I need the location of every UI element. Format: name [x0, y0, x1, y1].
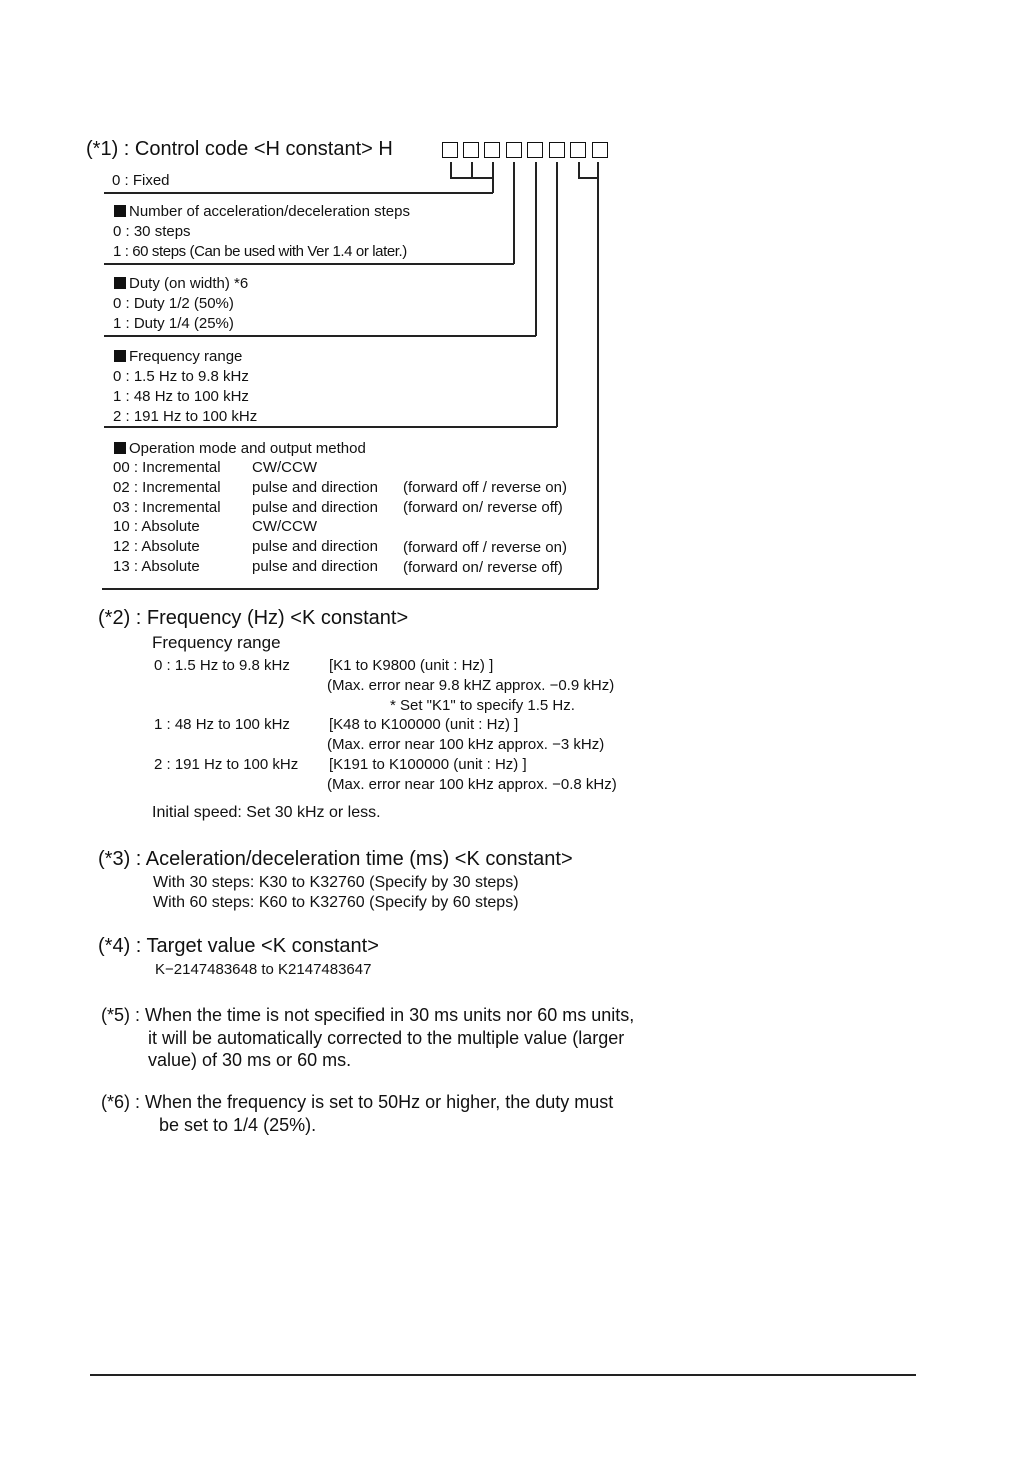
note5-line: (*5) : When the time is not specified in 30 ms units nor 60 ms units,: [101, 1005, 635, 1025]
freq-range-1-error: (Max. error near 100 kHz approx. −3 kHz): [327, 736, 605, 753]
mode-code: 02 : Incremental: [113, 479, 221, 496]
freq-item: 2 : 191 Hz to 100 kHz: [113, 408, 258, 425]
square-bullet-icon: [114, 442, 126, 454]
square-bullet-icon: [114, 277, 126, 289]
steps-header: Number of acceleration/deceleration steps: [114, 203, 410, 220]
digit-box: [506, 142, 522, 158]
duty-item: 1 : Duty 1/4 (25%): [113, 315, 234, 332]
freq-item: 0 : 1.5 Hz to 9.8 kHz: [113, 368, 249, 385]
note6-line: be set to 1/4 (25%).: [159, 1115, 317, 1135]
mode-note: (forward on/ reverse off): [403, 559, 563, 576]
mode-code: 03 : Incremental: [113, 499, 221, 516]
mode-code: 13 : Absolute: [113, 558, 200, 575]
note3-title: (*3) : Aceleration/deceleration time (ms) <K constant>: [98, 848, 573, 870]
note5-line: it will be automatically corrected to the multiple value (larger: [148, 1028, 625, 1048]
note1-title: (*1) : Control code <H constant> H: [86, 138, 393, 160]
mode-header: Operation mode and output method: [114, 440, 366, 457]
fixed-label: 0 : Fixed: [112, 172, 170, 189]
footer-rule: [90, 1374, 916, 1376]
note2-title: (*2) : Frequency (Hz) <K constant>: [98, 607, 409, 629]
mode-code: 00 : Incremental: [113, 459, 221, 476]
freq-range-2-value: [K191 to K100000 (unit : Hz) ]: [329, 756, 527, 773]
freq-range-1: 1 : 48 Hz to 100 kHz: [154, 716, 290, 733]
mode-code: 10 : Absolute: [113, 518, 200, 535]
freq-range-0: 0 : 1.5 Hz to 9.8 kHz: [154, 657, 290, 674]
square-bullet-icon: [114, 350, 126, 362]
note3-line: With 60 steps: K60 to K32760 (Specify by 60 steps): [153, 894, 519, 911]
mode-method: CW/CCW: [252, 518, 317, 535]
duty-header: Duty (on width) *6: [114, 275, 248, 292]
note2-subtitle: Frequency range: [152, 633, 281, 652]
digit-box: [549, 142, 565, 158]
freq-range-0-error: (Max. error near 9.8 kHZ approx. −0.9 kHz): [327, 677, 615, 694]
digit-box: [484, 142, 500, 158]
note5-line: value) of 30 ms or 60 ms.: [148, 1050, 352, 1070]
freq-range-1-value: [K48 to K100000 (unit : Hz) ]: [329, 716, 519, 733]
mode-method: pulse and direction: [252, 538, 378, 555]
note6-line: (*6) : When the frequency is set to 50Hz or higher, the duty must: [101, 1092, 614, 1112]
mode-note: (forward off / reverse on): [403, 539, 567, 556]
note4-range: K−2147483648 to K2147483647: [155, 961, 372, 978]
digit-box: [442, 142, 458, 158]
duty-item: 0 : Duty 1/2 (50%): [113, 295, 234, 312]
digit-box: [527, 142, 543, 158]
mode-method: pulse and direction: [252, 499, 378, 516]
digit-box: [592, 142, 608, 158]
freq-range-2: 2 : 191 Hz to 100 kHz: [154, 756, 299, 773]
mode-method: CW/CCW: [252, 459, 317, 476]
steps-item: 1 : 60 steps (Can be used with Ver 1.4 or later.): [113, 243, 407, 260]
initial-speed: Initial speed: Set 30 kHz or less.: [152, 804, 381, 821]
mode-note: (forward off / reverse on): [403, 479, 567, 496]
freq-item: 1 : 48 Hz to 100 kHz: [113, 388, 249, 405]
mode-method: pulse and direction: [252, 479, 378, 496]
steps-item: 0 : 30 steps: [113, 223, 191, 240]
square-bullet-icon: [114, 205, 126, 217]
freq-header: Frequency range: [114, 348, 242, 365]
freq-range-2-error: (Max. error near 100 kHz approx. −0.8 kHz): [327, 776, 617, 793]
freq-range-0-value: [K1 to K9800 (unit : Hz) ]: [329, 657, 494, 674]
mode-method: pulse and direction: [252, 558, 378, 575]
mode-code: 12 : Absolute: [113, 538, 200, 555]
note3-line: With 30 steps: K30 to K32760 (Specify by 30 steps): [153, 874, 519, 891]
digit-box: [570, 142, 586, 158]
mode-note: (forward on/ reverse off): [403, 499, 563, 516]
note4-title: (*4) : Target value <K constant>: [98, 935, 379, 957]
freq-range-0-note: * Set "K1" to specify 1.5 Hz.: [390, 697, 575, 714]
digit-box: [463, 142, 479, 158]
